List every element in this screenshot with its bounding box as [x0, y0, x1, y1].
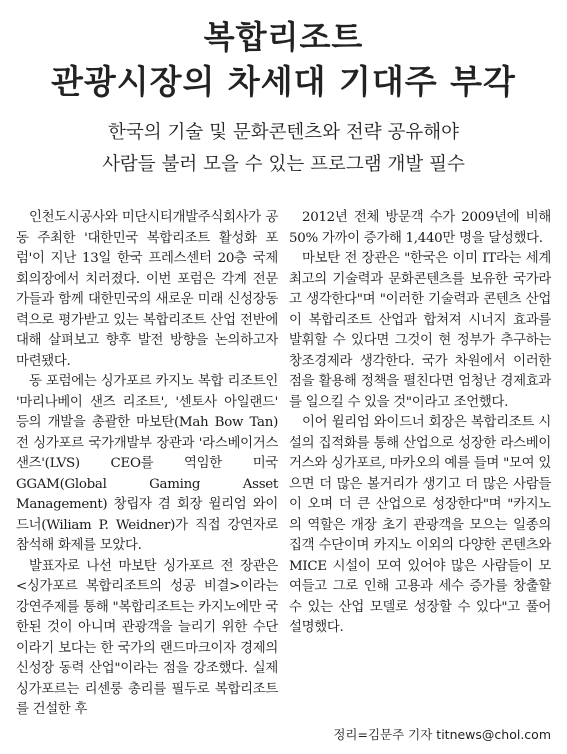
- paragraph: 인천도시공사와 미단시티개발주식회사가 공동 주최한 '대한민국 복합리조트 활성화 포럼'이 지난 13일 한국 프레스센터 20층 국제회의장에서 치러졌다. 이번 포럼은 각계 전문가들과 함께 대한민국의 새로운 미래 신성장동력으로 평가받고 있는 복합리조트 산업 전반에 대해 살펴보고 향후 발전 방향을 논의하고자 마련됐다.: [16, 210, 278, 369]
- headline-line-1: 복합리조트: [203, 18, 364, 56]
- byline: 정리=김문주 기자 titnews@chol.com: [333, 727, 551, 742]
- article-column-right: [289, 208, 551, 639]
- paragraph: 마보탄 전 장관은 "한국은 이미 IT라는 세계 최고의 기술력과 문화콘텐츠를 보유한 국가라고 생각한다"며 "이러한 기술력과 콘텐츠 산업이 복합리조트 산업과 합쳐져 시너지 효과를 발휘할 수 있다면 그것이 현 정부가 추구하는 창조경제라 생각한다. 국가 차원에서 이러한 점을 활용해 정책을 펼친다면 엄청난 경제효과를 일으킬 수 있을 것"이라고 조언했다.: [289, 251, 551, 410]
- subheadline-line-2: 사람들 불러 모을 수 있는 프로그램 개발 필수: [102, 154, 465, 175]
- subheadline-line-1: 한국의 기술 및 문화콘텐츠와 전략 공유해야: [107, 122, 460, 143]
- article-column-left: [16, 208, 278, 721]
- paragraph: 이어 윌리엄 와이드너 회장은 복합리조트 시설의 집적화를 통해 산업으로 성장한 라스베이거스와 싱가포르, 마카오의 예를 들며 "모여 있으면 더 많은 볼거리가 생기고 더 많은 사람들이 오며 더 큰 산업으로 성장한다"며 "카지노의 역할은 개장 초기 관광객을 모으는 일종의 집객 수단이며 카지노 이외의 다양한 콘텐츠와 MICE 시설이 모여 있어야 많은 사람들이 모여들고 그로 인해 고용과 세수 증가를 창출할 수 있는 산업 모델로 성장할 수 있다"고 풀어 설명했다.: [289, 415, 551, 635]
- paragraph: 발표자로 나선 마보탄 싱가포르 전 장관은 <싱가포르 복합리조트의 성공 비결>이라는 강연주제를 통해 "복합리조트는 카지노에만 국한된 것이 아니며 관광객을 늘리기 위한 수단이라기 보다는 한 국가의 랜드마크이자 경제의 신성장 동력 산업"이라는 점을 강조했다. 실제 싱가포르는 리센룽 총리를 필두로 복합리조트를 건설한 후: [16, 558, 278, 717]
- headline-line-2: 관광시장의 차세대 기대주 부각: [51, 62, 516, 101]
- paragraph: 동 포럼에는 싱가포르 카지노 복합 리조트인 '마리나베이 샌즈 리조트', '센토사 아일랜드' 등의 개발을 총괄한 마보탄(Mah Bow Tan) 전 싱가포르 국가개발부 장관과 '라스베이거스 샌즈'(LVS) CEO를 역임한 미국 GGAM(Global Gaming Asset Management) 창립자 겸 회장 윌리엄 와이드너(Wiliam P. Weidner)가 직접 강연자로 참석해 화제를 모았다.: [16, 374, 278, 553]
- paragraph: 2012년 전체 방문객 수가 2009년에 비해 50% 가까이 증가해 1,440만 명을 달성했다.: [289, 210, 551, 246]
